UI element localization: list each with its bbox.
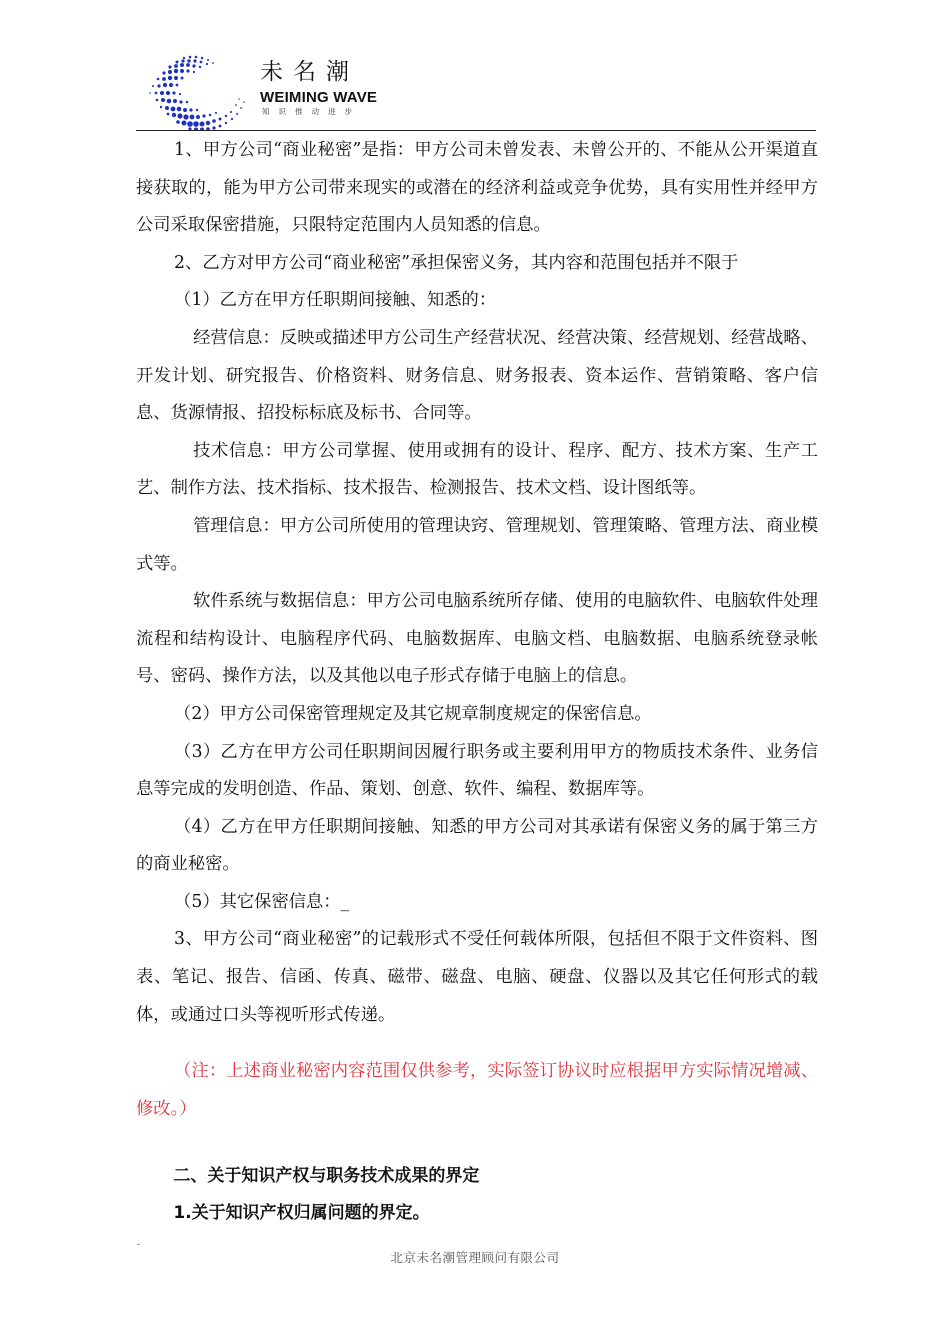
- header-divider: [136, 130, 816, 131]
- paragraph-trade-secret-definition: 1、甲方公司“商业秘密”是指：甲方公司未曾发表、未曾公开的、不能从公开渠道直接获取的，能为甲方公司带来现实的或潜在的经济利益或竞争优势，具有实用性并经甲方公司采取保密措施，只限特定范围内人员知悉的信息。: [136, 140, 818, 236]
- sub-heading: 1.关于知识产权归属问题的界定。: [173, 1203, 430, 1224]
- document-body: [136, 132, 818, 1232]
- list-item-4: （4）乙方在甲方任职期间接触、知悉的甲方公司对其承诺有保密义务的属于第三方的商业秘密。: [136, 816, 818, 875]
- footer-marker: -: [137, 1240, 141, 1250]
- footer-company-name: 北京未名潮管理顾问有限公司: [390, 1250, 560, 1265]
- list-item-3: （3）乙方在甲方公司任职期间因履行职务或主要利用甲方的物质技术条件、业务信息等完成的发明创造、作品、策划、创意、软件、编程、数据库等。: [136, 741, 818, 800]
- brand-slogan: 知识推动进步: [262, 107, 361, 116]
- paragraph-software-data-info: 软件系统与数据信息：甲方公司电脑系统所存储、使用的电脑软件、电脑软件处理流程和结构设计、电脑程序代码、电脑数据库、电脑文档、电脑数据、电脑系统登录帐号、密码、操作方法，以及其他以电子形式存储于电脑上的信息。: [136, 591, 818, 687]
- note-paragraph: （注：上述商业秘密内容范围仅供参考，实际签订协议时应根据甲方实际情况增减、修改。）: [136, 1061, 818, 1119]
- brand-name-cn: 未名潮: [260, 59, 359, 85]
- list-item-2: （2）甲方公司保密管理规定及其它规章制度规定的保密信息。: [174, 703, 652, 724]
- list-item-5: （5）其它保密信息：_: [174, 891, 350, 912]
- paragraph-management-info: 管理信息：甲方公司所使用的管理诀窍、管理规划、管理策略、管理方法、商业模式等。: [136, 515, 818, 574]
- list-item-1: （1）乙方在甲方任职期间接触、知悉的：: [174, 290, 497, 311]
- section-heading: 二、关于知识产权与职务技术成果的界定: [173, 1166, 480, 1187]
- logo-wordmark: [260, 58, 377, 117]
- page-header: [136, 44, 816, 132]
- paragraph-technical-info: 技术信息：甲方公司掌握、使用或拥有的设计、程序、配方、技术方案、生产工艺、制作方法、技术指标、技术报告、检测报告、技术文档、设计图纸等。: [136, 440, 818, 499]
- paragraph-business-info: 经营信息：反映或描述甲方公司生产经营状况、经营决策、经营规划、经营战略、开发计划、研究报告、价格资料、财务信息、财务报表、资本运作、营销策略、客户信息、货源情报、招投标标底及标书、合同等。: [136, 327, 818, 424]
- spacer: [136, 1034, 818, 1053]
- spacer: [136, 1128, 818, 1158]
- paragraph-record-forms: 3、甲方公司“商业秘密”的记载形式不受任何载体所限，包括但不限于文件资料、图表、笔记、报告、信函、传真、磁带、磁盘、电脑、硬盘、仪器以及其它任何形式的载体，或通过口头等视听形式传递。: [136, 929, 818, 1025]
- paragraph-confidentiality-scope: 2、乙方对甲方公司“商业秘密”承担保密义务，其内容和范围包括并不限于: [174, 252, 739, 273]
- wave-dots-logo-icon: [144, 50, 262, 130]
- brand-name-en: WEIMING WAVE: [260, 89, 378, 106]
